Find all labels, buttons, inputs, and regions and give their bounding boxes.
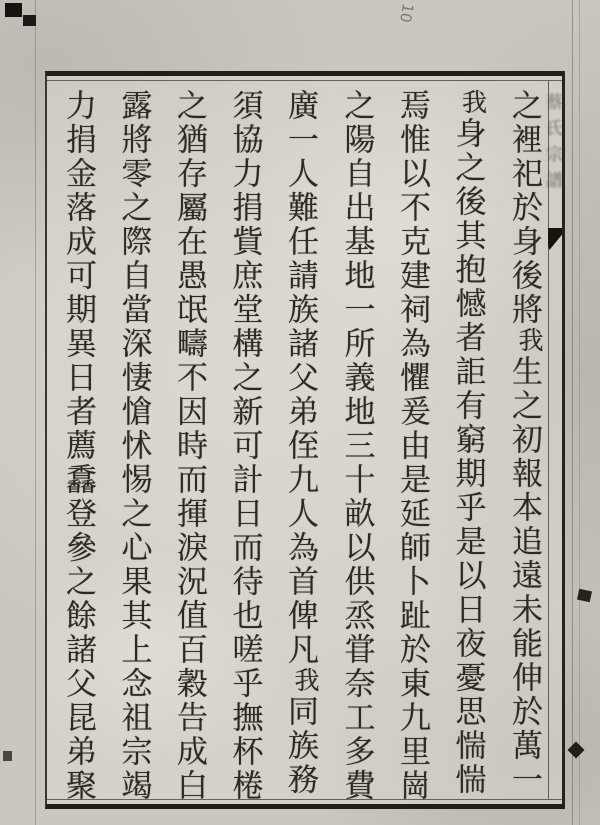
text-columns [52,89,552,805]
edge-ink-blot [577,589,592,602]
text-column [272,89,329,805]
column-text: 之裡祀於身後將 [506,89,542,327]
corner-ink-mark [23,15,36,26]
page-frame [45,71,565,809]
corner-ink-mark [5,3,22,17]
column-text: 焉惟以不克建祠為懼爰由是延師卜趾於東九里崗 [394,89,430,803]
column-text: 廣一人難任請族諸父弟侄九人為首俾凡 [282,89,318,667]
column-text: 露將零之際自當深悽愴怵惕之心果其上念祖宗竭 [115,89,152,803]
text-column [384,89,440,805]
honorific-character: 我 [291,667,320,695]
edge-ink-blot [568,742,585,759]
page-edge-line-right-outer [572,0,573,825]
text-column [105,89,161,805]
column-text: 之陽自出基地一所義地三十畝以供烝甞奈工多費 [338,89,375,803]
column-text: 生之初報本追遠未能伸於萬一 [506,355,542,797]
pencil-annotation: 10 [396,2,418,24]
inner-border-line-top [47,80,562,81]
column-text: 須協力捐貲庶堂構之新可計日而待也嗟乎撫杯棬 [226,89,263,803]
honorific-character: 我 [458,89,488,117]
spine-title: 蔡氏宗譜 [542,93,562,197]
column-text: 同族務 [282,695,318,797]
column-text: 之猶存屬在愚氓疇不因時而揮淚況值百穀告成白 [171,89,207,803]
page-edge-line-left [35,0,36,825]
column-text: 力捐金落成可期異日者薦馫登參之餘諸父昆弟聚 [60,89,96,803]
column-text: 身之後其抱憾者詎有窮期乎是以日夜憂思惴惴 [449,117,486,797]
text-column [496,89,553,805]
page-edge-line-right-inner [579,0,580,825]
text-column [216,89,272,805]
text-column [439,89,496,805]
text-column [50,89,106,805]
text-column [328,89,384,805]
honorific-character: 我 [515,327,544,355]
text-column [161,89,217,805]
corner-ink-mark [3,751,12,761]
